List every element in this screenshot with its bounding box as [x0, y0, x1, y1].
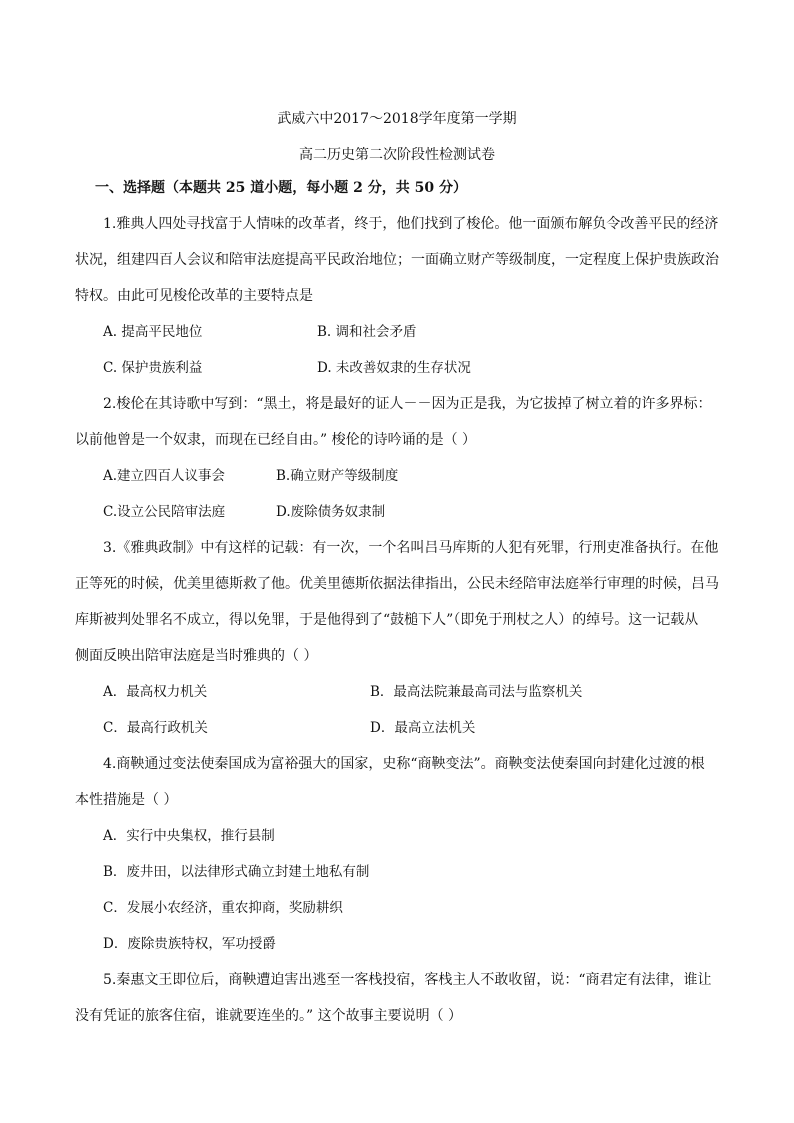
question-3-option-d: D．最高立法机关: [370, 720, 476, 736]
question-4-line-2: 本性措施是（ ）: [75, 792, 178, 808]
question-1-line-3: 特权。由此可见梭伦改革的主要特点是: [75, 288, 313, 304]
question-1-option-d: D. 未改善奴隶的生存状况: [317, 360, 471, 376]
question-2-option-d: D.废除债务奴隶制: [276, 504, 386, 520]
question-5-line-1: 5.秦惠文王即位后，商鞅遭迫害出逃至一客栈投宿，客栈主人不敢收留，说：“商君定有法律，谁让: [103, 972, 712, 988]
question-2-option-c: C.设立公民陪审法庭: [103, 504, 226, 520]
question-4-option-b: B．废井田，以法律形式确立封建土地私有制: [103, 864, 370, 880]
question-3-line-2: 正等死的时候，优美里德斯救了他。优美里德斯依据法律指出，公民未经陪审法庭举行审理的时候，吕马: [75, 576, 719, 592]
question-1-option-a: A. 提高平民地位: [103, 324, 203, 340]
question-2-option-a: A.建立四百人议事会: [103, 468, 226, 484]
question-3-line-4: 侧面反映出陪审法庭是当时雅典的（ ）: [75, 648, 318, 664]
question-4-option-d: D．废除贵族特权，军功授爵: [103, 936, 276, 952]
section-heading: 一、选择题（本题共 25 道小题，每小题 2 分，共 50 分）: [95, 180, 467, 196]
question-4-option-a: A．实行中央集权，推行县制: [103, 828, 275, 844]
question-3-option-a: A．最高权力机关: [103, 684, 208, 700]
question-1-option-b: B. 调和社会矛盾: [317, 324, 417, 340]
question-3-option-c: C．最高行政机关: [103, 720, 208, 736]
question-4-line-1: 4.商鞅通过变法使秦国成为富裕强大的国家，史称“商鞅变法”。商鞅变法使秦国向封建化过渡的根: [103, 756, 705, 772]
question-1-line-2: 状况，组建四百人会议和陪审法庭提高平民政治地位；一面确立财产等级制度，一定程度上保护贵族政治: [75, 252, 719, 268]
question-2-line-1: 2.梭伦在其诗歌中写到：“黑土，将是最好的证人－－因为正是我，为它拔掉了树立着的许多界标：: [103, 396, 712, 412]
question-1-line-1: 1.雅典人四处寻找富于人情味的改革者，终于，他们找到了梭伦。他一面颁布解负令改善平民的经济: [103, 216, 719, 232]
question-4-option-c: C．发展小农经济，重农抑商，奖励耕织: [103, 900, 343, 916]
question-3-line-1: 3.《雅典政制》中有这样的记载：有一次，一个名叫吕马库斯的人犯有死罪，行刑吏准备执行。在他: [103, 540, 719, 556]
question-2-option-b: B.确立财产等级制度: [276, 468, 399, 484]
question-5-line-2: 没有凭证的旅客住宿，谁就要连坐的。” 这个故事主要说明（ ）: [75, 1008, 463, 1024]
question-3-line-3: 库斯被判处罪名不成立，得以免罪，于是他得到了“鼓槌下人”（即免于刑杖之人）的绰号。这一记载从: [75, 612, 699, 628]
school-term-title: 武威六中2017～2018学年度第一学期: [277, 111, 517, 127]
exam-title: 高二历史第二次阶段性检测试卷: [299, 147, 495, 163]
question-3-option-b: B．最高法院兼最高司法与监察机关: [370, 684, 583, 700]
question-1-option-c: C. 保护贵族利益: [103, 360, 203, 376]
question-2-line-2: 以前他曾是一个奴隶，而现在已经自由。” 梭伦的诗吟诵的是（ ）: [75, 432, 477, 448]
